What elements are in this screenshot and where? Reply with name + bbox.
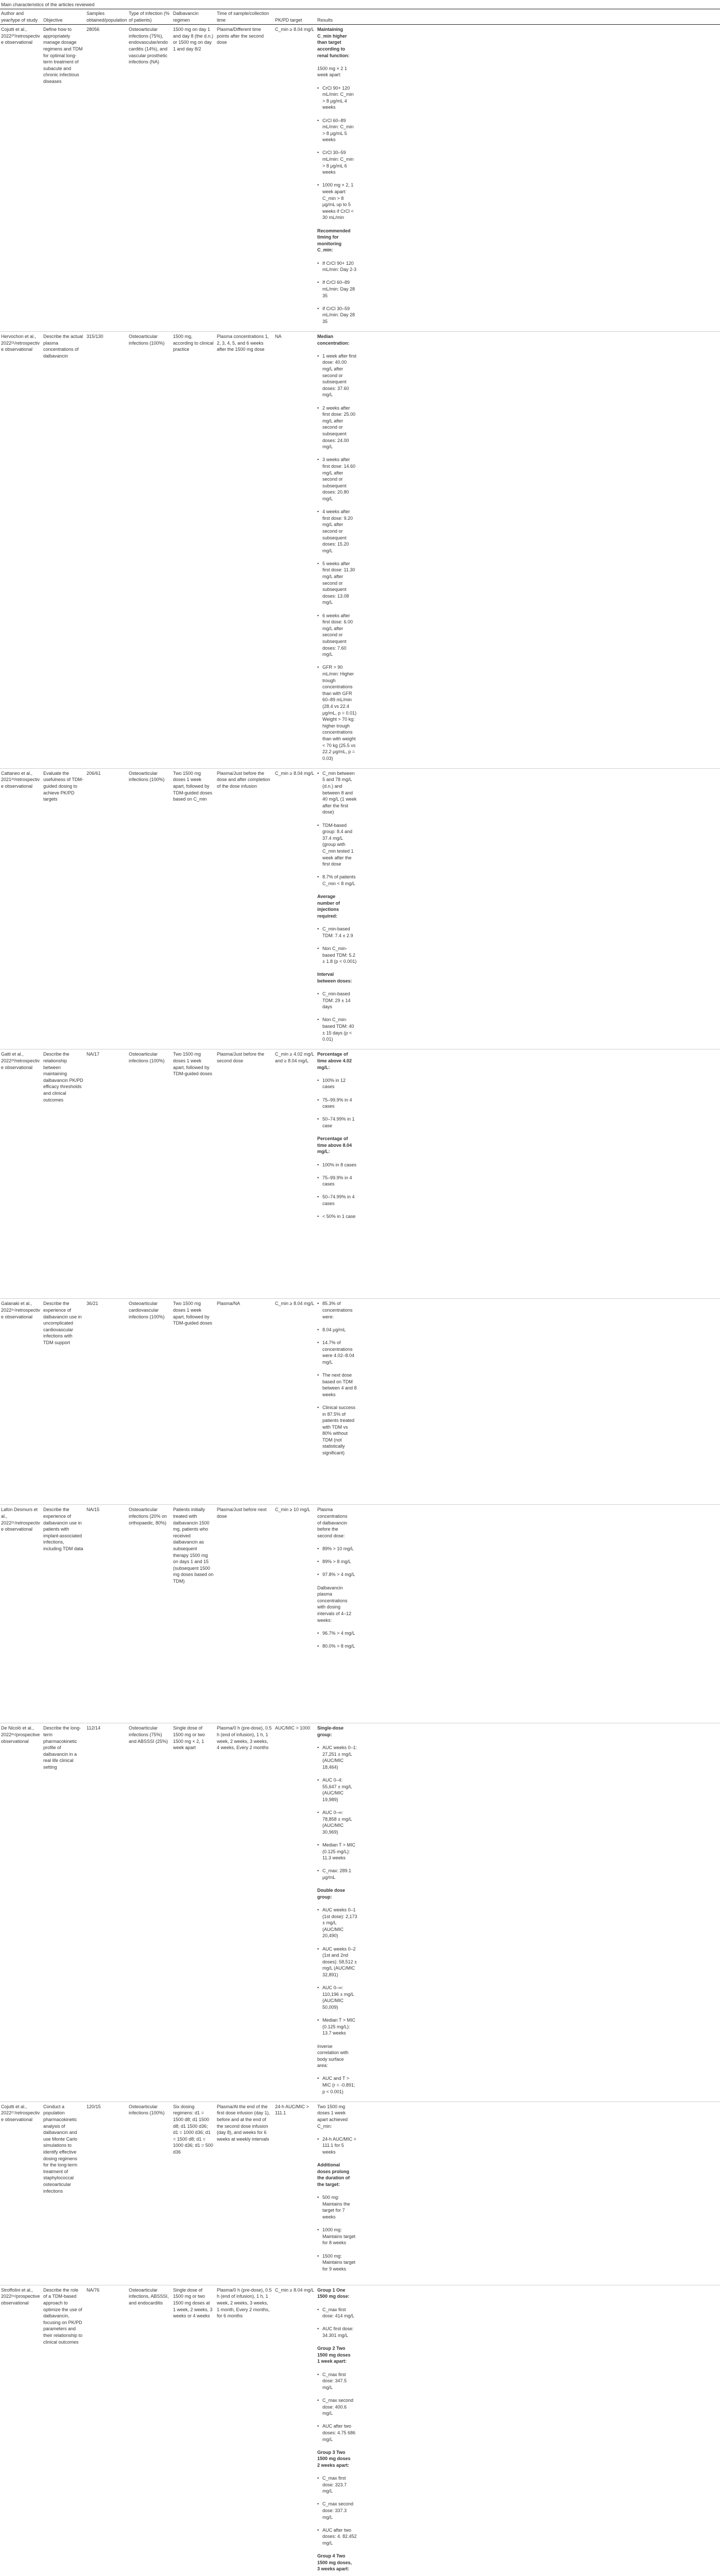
author-cell: Galanaki et al., 2022²⁴/retrospective observational bbox=[0, 1299, 42, 1505]
result-bullet: • C_max first dose: 414 mg/L bbox=[317, 2307, 357, 2319]
pkpd-target-cell: C_min ≥ 10 mg/L bbox=[274, 1505, 316, 1723]
author-cell: Cojutti et al., 2022²⁰/retrospective observational bbox=[0, 25, 42, 332]
infection-cell: Osteoarticular infections (100%) bbox=[128, 768, 172, 1049]
result-bullet: • 100% in 12 cases bbox=[317, 1077, 357, 1090]
result-bullet: • AUC 0–∞: 110,196 ± mg/L (AUC/MIC 50,009) bbox=[317, 1985, 357, 2010]
result-bullet: • C_min-based TDM: 7.4 ± 2.9 bbox=[317, 926, 357, 939]
result-line: Interval between doses: bbox=[317, 972, 352, 984]
column-header: Objective bbox=[42, 9, 85, 25]
result-line: Recommended timing for monitoring C_min: bbox=[317, 228, 351, 253]
result-line: Percentage of time above 8.04 mg/L: bbox=[317, 1136, 352, 1155]
table-row bbox=[0, 1299, 720, 1505]
results-cell bbox=[316, 25, 720, 332]
regimen-cell: 1500 mg on day 1 and day 8 (the d.n.) or 1500 mg on day 1 and day 8/2 bbox=[172, 25, 216, 332]
result-bullet: • GFR > 90 mL/min: Higher trough concentrations than with GFR 60–89 mL/min (28.4 vs 22.4 μg/mL, p = 0.01) Weight > 70 kg: higher trough concentrations than with weight < 70 kg (25.5 vs 22.2 μg/mL, p = 0.03) bbox=[317, 664, 357, 761]
infection-cell: Osteoarticular infections (75%), endovascular/endocarditis (14%), and vascular prosthetic infections (NA) bbox=[128, 25, 172, 332]
sample-time-cell: Plasma concentrations 1, 2, 3, 4, 5, and 6 weeks after the 1500 mg dose bbox=[216, 332, 274, 769]
result-bullet: • 8.7% of patients C_min < 8 mg/L bbox=[317, 874, 357, 887]
result-bullet: • 85.3% of concentrations were: bbox=[317, 1300, 357, 1320]
pkpd-target-cell: C_min ≥ 8.04 mg/L bbox=[274, 1299, 316, 1505]
result-bullet: • 1500 mg: Maintains target for 9 weeks bbox=[317, 2253, 357, 2273]
result-bullet: • 6 weeks after first dose: 6.00 mg/L after second or subsequent doses: 7.60 mg/L bbox=[317, 613, 357, 658]
samples-cell: NA/15 bbox=[85, 1505, 128, 1723]
column-header: Time of sample/collection time bbox=[216, 9, 274, 25]
table-row bbox=[0, 2102, 720, 2285]
result-line: Inverse correlation with body surface area: bbox=[317, 2043, 349, 2069]
result-bullet: • C_max first dose: 347.5 mg/L bbox=[317, 2371, 357, 2391]
column-header: Results bbox=[316, 9, 720, 25]
result-line: Single-dose group: bbox=[317, 1725, 344, 1737]
samples-cell: NA/76 bbox=[85, 2285, 128, 2576]
objective-cell: Describe the experience of dalbavancin use in uncomplicated cardiovascular infections with TDM support bbox=[42, 1299, 85, 1505]
infection-cell: Osteoarticular infections (75%) and ABSSSI (25%) bbox=[128, 1723, 172, 2102]
result-bullet: • AUC 0–∞: 78,858 ± mg/L (AUC/MIC 30,969) bbox=[317, 1809, 357, 1835]
column-header: Dalbavancin regimen bbox=[172, 9, 216, 25]
result-line: Dalbavancin plasma concentrations with dosing intervals of 4–12 weeks: bbox=[317, 1585, 352, 1623]
regimen-cell: Two 1500 mg doses 1 week apart, followed by TDM-guided doses based on C_min bbox=[172, 768, 216, 1049]
infection-cell: Osteoarticular cardiovascular infections (100%) bbox=[128, 1299, 172, 1505]
pkpd-target-cell: AUC/MIC > 1000 bbox=[274, 1723, 316, 2102]
result-bullet: • AUC weeks 0–1 (1st dose): 2,173 ± mg/L (AUC/MIC 20,490) bbox=[317, 1907, 357, 1939]
result-bullet: • CrCl 60–89 mL/min: C_min > 8 μg/mL 5 weeks bbox=[317, 117, 357, 143]
result-bullet: • 24-h AUC/MIC > 111.1 for 5 weeks bbox=[317, 2136, 357, 2156]
column-header: PK/PD target bbox=[274, 9, 316, 25]
result-bullet: • C_min between 5 and 78 mg/L (d.n.) and between 8 and 40 mg/L (1 week after the first dose) bbox=[317, 770, 357, 816]
results-cell bbox=[316, 1505, 720, 1723]
result-bullet: • < 50% in 1 case bbox=[317, 1213, 357, 1220]
objective-cell: Describe the actual plasma concentrations of dalbavancin bbox=[42, 332, 85, 769]
infection-cell: Osteoarticular infections, ABSSSI, and endocarditis bbox=[128, 2285, 172, 2576]
table-row bbox=[0, 2285, 720, 2576]
results-cell bbox=[316, 2285, 720, 2576]
objective-cell: Evaluate the usefulness of TDM-guided dosing to achieve PK/PD targets bbox=[42, 768, 85, 1049]
regimen-cell: Six dosing regimens: d1 = 1500 d8; d1 1500 d8; d1 1500 d36; d1 = 1000 d36; d1 = 1500 d8; d1 = 1000 d36; d1 = 500 d36 bbox=[172, 2102, 216, 2285]
author-cell: Cattaneo et al., 2021²²/retrospective observational bbox=[0, 768, 42, 1049]
pkpd-target-cell: C_min ≥ 8.04 mg/L bbox=[274, 2285, 316, 2576]
result-bullet: • 100% in 8 cases bbox=[317, 1162, 357, 1168]
result-bullet: • Median T > MIC (0.125 mg/L): 11.3 weeks bbox=[317, 1842, 357, 1861]
results-cell bbox=[316, 1049, 720, 1299]
table-caption: Main characteristics of the articles reviewed bbox=[1, 2, 95, 7]
regimen-cell: Patients initially treated with dalbavancin 1500 mg, patients who received dalbavancin as subsequent therapy 1500 mg on days 1 and 15 (subsequent 1500 mg doses based on TDM) bbox=[172, 1505, 216, 1723]
result-bullet: • 89% > 8 mg/L bbox=[317, 1558, 357, 1565]
objective-cell: Describe the experience of dalbavancin use in patients with implant-associated infections, including TDM data bbox=[42, 1505, 85, 1723]
result-bullet: • If CrCl 60–89 mL/min: Day 28 35 bbox=[317, 279, 357, 299]
result-line: Maintaining C_min higher than target according to renal function: bbox=[317, 27, 350, 58]
sample-time-cell: Plasma/0 h (pre-dose), 0.5 h (end of infusion), 1 h, 1 week, 2 weeks, 3 weeks, 4 weeks, Every 2 months bbox=[216, 1723, 274, 2102]
result-bullet: • 50–74.99% in 4 cases bbox=[317, 1194, 357, 1207]
infection-cell: Osteoarticular infections (20% on orthopaedic, 80%) bbox=[128, 1505, 172, 1723]
samples-cell: 28056 bbox=[85, 25, 128, 332]
result-bullet: • C_max first dose: 323.7 mg/L bbox=[317, 2475, 357, 2495]
result-line: Two 1500 mg doses 1 week apart achieved C_min: bbox=[317, 2104, 348, 2129]
result-bullet: • AUC weeks 0–1: 27,251 ± mg/L (AUC/MIC 18,464) bbox=[317, 1744, 357, 1770]
result-bullet: • 75–99.9% in 4 cases bbox=[317, 1175, 357, 1188]
pkpd-target-cell: 24-h AUC/MIC > 111.1 bbox=[274, 2102, 316, 2285]
table-row bbox=[0, 1723, 720, 2102]
infection-cell: Osteoarticular infections (100%) bbox=[128, 2102, 172, 2285]
objective-cell: Define how to appropriately manage dosage regimens and TDM for optimal long-term treatment of subacute and chronic infectious diseases bbox=[42, 25, 85, 332]
result-bullet: • C_max second dose: 337.3 mg/L bbox=[317, 2501, 357, 2520]
result-line: Median concentration: bbox=[317, 334, 350, 346]
table-header-row bbox=[0, 9, 720, 25]
result-bullet: • AUC weeks 0–2 (1st and 2nd doses): 58,512 ± mg/L (AUC/MIC 32,891) bbox=[317, 1946, 357, 1978]
result-line: Percentage of time above 4.02 mg/L: bbox=[317, 1052, 352, 1070]
objective-cell: Describe the relationship between maintaining dalbavancin PK/PD efficacy thresholds and clinical outcomes bbox=[42, 1049, 85, 1299]
sample-time-cell: Plasma/NA bbox=[216, 1299, 274, 1505]
infection-cell: Osteoarticular infections (100%) bbox=[128, 332, 172, 769]
regimen-cell: Single dose of 1500 mg or two 1500 mg × 2, 1 week apart bbox=[172, 1723, 216, 2102]
table-row bbox=[0, 332, 720, 769]
objective-cell: Conduct a population pharmacokinetic analysis of dalbavancin and use Monte Carlo simulations to identify effective dosing regimens for the long-term treatment of staphylococcal osteoarticular infections bbox=[42, 2102, 85, 2285]
result-bullet: • Clinical success in 87.5% of patients treated with TDM vs 80% without TDM (not statistically significant) bbox=[317, 1404, 357, 1456]
objective-cell: Describe the role of a TDM-based approach to optimize the use of dalbavancin, focusing on PK/PD parameters and their relationship to clinical outcomes bbox=[42, 2285, 85, 2576]
result-bullet: • 75–99.9% in 4 cases bbox=[317, 1097, 357, 1110]
result-line: Group 4 Two 1500 mg doses, 3 weeks apart: bbox=[317, 2553, 352, 2572]
author-cell: Stroffolini et al., 2022²⁸/prospective observational bbox=[0, 2285, 42, 2576]
result-bullet: • 80.0% > 8 mg/L bbox=[317, 1643, 357, 1650]
result-bullet: • CrCl 30–59 mL/min: C_min > 8 μg/mL 6 weeks bbox=[317, 149, 357, 175]
result-bullet: • C_min-based TDM: 29 ± 14 days bbox=[317, 991, 357, 1010]
sample-time-cell: Plasma/At the end of the first dose infusion (day 1), before and at the end of the second dose infusion (day 8), and weeks for 6 weeks at weekly intervals bbox=[216, 2102, 274, 2285]
samples-cell: 120/15 bbox=[85, 2102, 128, 2285]
result-bullet: • 1 week after first dose: 40.00 mg/L after second or subsequent doses: 37.60 mg/L bbox=[317, 353, 357, 398]
result-line: 1500 mg × 2 1 week apart: bbox=[317, 65, 347, 78]
result-bullet: • If CrCl 30–59 mL/min: Day 28 35 bbox=[317, 306, 357, 325]
result-bullet: • Median T > MIC (0.125 mg/L): 13.7 weeks bbox=[317, 2017, 357, 2037]
author-cell: Gatti et al., 2022²³/retrospective observational bbox=[0, 1049, 42, 1299]
author-cell: Lafon Desmurs et al., 2022²⁵/retrospective observational bbox=[0, 1505, 42, 1723]
table-row bbox=[0, 1505, 720, 1723]
result-bullet: • 96.7% > 4 mg/L bbox=[317, 1630, 357, 1637]
result-bullet: • 2 weeks after first dose: 25.00 mg/L after second or subsequent doses: 24.00 mg/L bbox=[317, 405, 357, 450]
result-line: Group 3 Two 1500 mg doses 2 weeks apart: bbox=[317, 2449, 351, 2468]
samples-cell: NA/17 bbox=[85, 1049, 128, 1299]
column-header: Type of infection (% of patients) bbox=[128, 9, 172, 25]
result-bullet: • 8.04 μg/mL bbox=[317, 1327, 357, 1333]
regimen-cell: Single dose of 1500 mg or two 1500 mg doses at 1 week, 2 weeks, 3 weeks or 4 weeks bbox=[172, 2285, 216, 2576]
pkpd-target-cell: C_min ≥ 4.02 mg/L and ≥ 8.04 mg/L bbox=[274, 1049, 316, 1299]
result-line: Double dose group: bbox=[317, 1888, 346, 1900]
result-bullet: • AUC and T > MIC (r = -0.891; p < 0.001) bbox=[317, 2075, 357, 2095]
result-bullet: • The next dose based on TDM between 4 and 8 weeks bbox=[317, 1372, 357, 1398]
table-row bbox=[0, 25, 720, 332]
sample-time-cell: Plasma/Different time points after the second dose bbox=[216, 25, 274, 332]
sample-time-cell: Plasma/Just before the dose and after completion of the dose infusion bbox=[216, 768, 274, 1049]
samples-cell: 315/130 bbox=[85, 332, 128, 769]
result-bullet: • Non C_min-based TDM: 40 ± 15 days (p < 0.01) bbox=[317, 1016, 357, 1042]
author-cell: Hervochon et al., 2022²¹/retrospective observational bbox=[0, 332, 42, 769]
table-row bbox=[0, 768, 720, 1049]
column-header: Author and year/type of study bbox=[0, 9, 42, 25]
samples-cell: 36/21 bbox=[85, 1299, 128, 1505]
result-bullet: • Non C_min-based TDM: 5.2 ± 1.8 (p < 0.001) bbox=[317, 945, 357, 965]
samples-cell: 112/14 bbox=[85, 1723, 128, 2102]
result-bullet: • If CrCl 90+ 120 mL/min: Day 2-3 bbox=[317, 260, 357, 273]
author-cell: De Nicolò et al., 2022²⁶/prospective observational bbox=[0, 1723, 42, 2102]
column-header: Samples obtained/population bbox=[85, 9, 128, 25]
result-bullet: • 1000 mg: Maintains target for 8 weeks bbox=[317, 2227, 357, 2246]
result-bullet: • AUC 0–4: 55,647 ± mg/L (AUC/MIC 19,989) bbox=[317, 1777, 357, 1803]
result-bullet: • C_max: 289.1 μg/mL bbox=[317, 1868, 357, 1880]
objective-cell: Describe the long-term pharmacokinetic profile of dalbavancin in a real life clinical setting bbox=[42, 1723, 85, 2102]
result-bullet: • AUC first dose: 34.301 mg/L bbox=[317, 2326, 357, 2338]
result-bullet: • 5 weeks after first dose: 11.30 mg/L after second or subsequent doses: 13.08 mg/L bbox=[317, 561, 357, 606]
articles-table bbox=[0, 9, 720, 2576]
results-cell bbox=[316, 768, 720, 1049]
result-bullet: • AUC after two doses: 4. 82.452 mg/L bbox=[317, 2527, 357, 2547]
result-bullet: • 14.7% of concentrations were 4.02–8.04 mg/L bbox=[317, 1340, 357, 1365]
regimen-cell: Two 1500 mg doses 1 week apart, followed by TDM-guided doses bbox=[172, 1049, 216, 1299]
result-line: Plasma concentrations of dalbavancin before the second dose: bbox=[317, 1507, 348, 1538]
result-bullet: • AUC after two doses: 4.75 686 mg/L bbox=[317, 2423, 357, 2443]
sample-time-cell: Plasma/Just before the second dose bbox=[216, 1049, 274, 1299]
sample-time-cell: Plasma/0 h (pre-dose), 0.5 h (end of infusion), 1 h, 1 week, 2 weeks, 3 weeks, 1 month, Every 2 months, for 6 months bbox=[216, 2285, 274, 2576]
pkpd-target-cell: C_min ≥ 8.04 mg/L bbox=[274, 768, 316, 1049]
results-cell bbox=[316, 332, 720, 769]
pkpd-target-cell: NA bbox=[274, 332, 316, 769]
table-row bbox=[0, 1049, 720, 1299]
result-bullet: • 4 weeks after first dose: 9.20 mg/L after second or subsequent doses: 15.20 mg/L bbox=[317, 509, 357, 554]
results-cell bbox=[316, 2102, 720, 2285]
pkpd-target-cell: C_min ≥ 8.04 mg/L bbox=[274, 25, 316, 332]
result-line: Additional doses prolong the duration of the target: bbox=[317, 2162, 350, 2187]
regimen-cell: Two 1500 mg doses 1 week apart, followed by TDM-guided doses bbox=[172, 1299, 216, 1505]
result-line: Group 2 Two 1500 mg doses 1 week apart: bbox=[317, 2346, 351, 2364]
result-bullet: • CrCl 90+ 120 mL/min: C_min > 8 μg/mL 4 weeks bbox=[317, 85, 357, 111]
result-bullet: • TDM-based group: 8.4 and 37.4 mg/L (group with C_min tested 1 week after the first dose bbox=[317, 822, 357, 868]
result-bullet: • 89% > 10 mg/L bbox=[317, 1546, 357, 1552]
result-bullet: • 1000 mg × 2, 1 week apart: C_min > 8 μg/mL up to 5 weeks if CrCl < 30 mL/min bbox=[317, 182, 357, 221]
result-line: Group 1 One 1500 mg dose: bbox=[317, 2287, 350, 2299]
infection-cell: Osteoarticular infections (100%) bbox=[128, 1049, 172, 1299]
result-bullet: • 97.8% > 4 mg/L bbox=[317, 1571, 357, 1578]
sample-time-cell: Plasma/Just before next dose bbox=[216, 1505, 274, 1723]
results-cell bbox=[316, 1723, 720, 2102]
result-bullet: • 500 mg: Maintains the target for 7 weeks bbox=[317, 2194, 357, 2220]
result-line: Average number of injections required: bbox=[317, 894, 340, 919]
samples-cell: 206/61 bbox=[85, 768, 128, 1049]
result-bullet: • C_max second dose: 400.6 mg/L bbox=[317, 2397, 357, 2417]
result-bullet: • 50–74.99% in 1 case bbox=[317, 1116, 357, 1129]
result-bullet: • 3 weeks after first dose: 14.60 mg/L after second or subsequent doses: 20.80 mg/L bbox=[317, 456, 357, 502]
results-cell bbox=[316, 1299, 720, 1505]
author-cell: Cojutti et al., 2022²⁷/retrospective observational bbox=[0, 2102, 42, 2285]
regimen-cell: 1500 mg, according to clinical practice bbox=[172, 332, 216, 769]
